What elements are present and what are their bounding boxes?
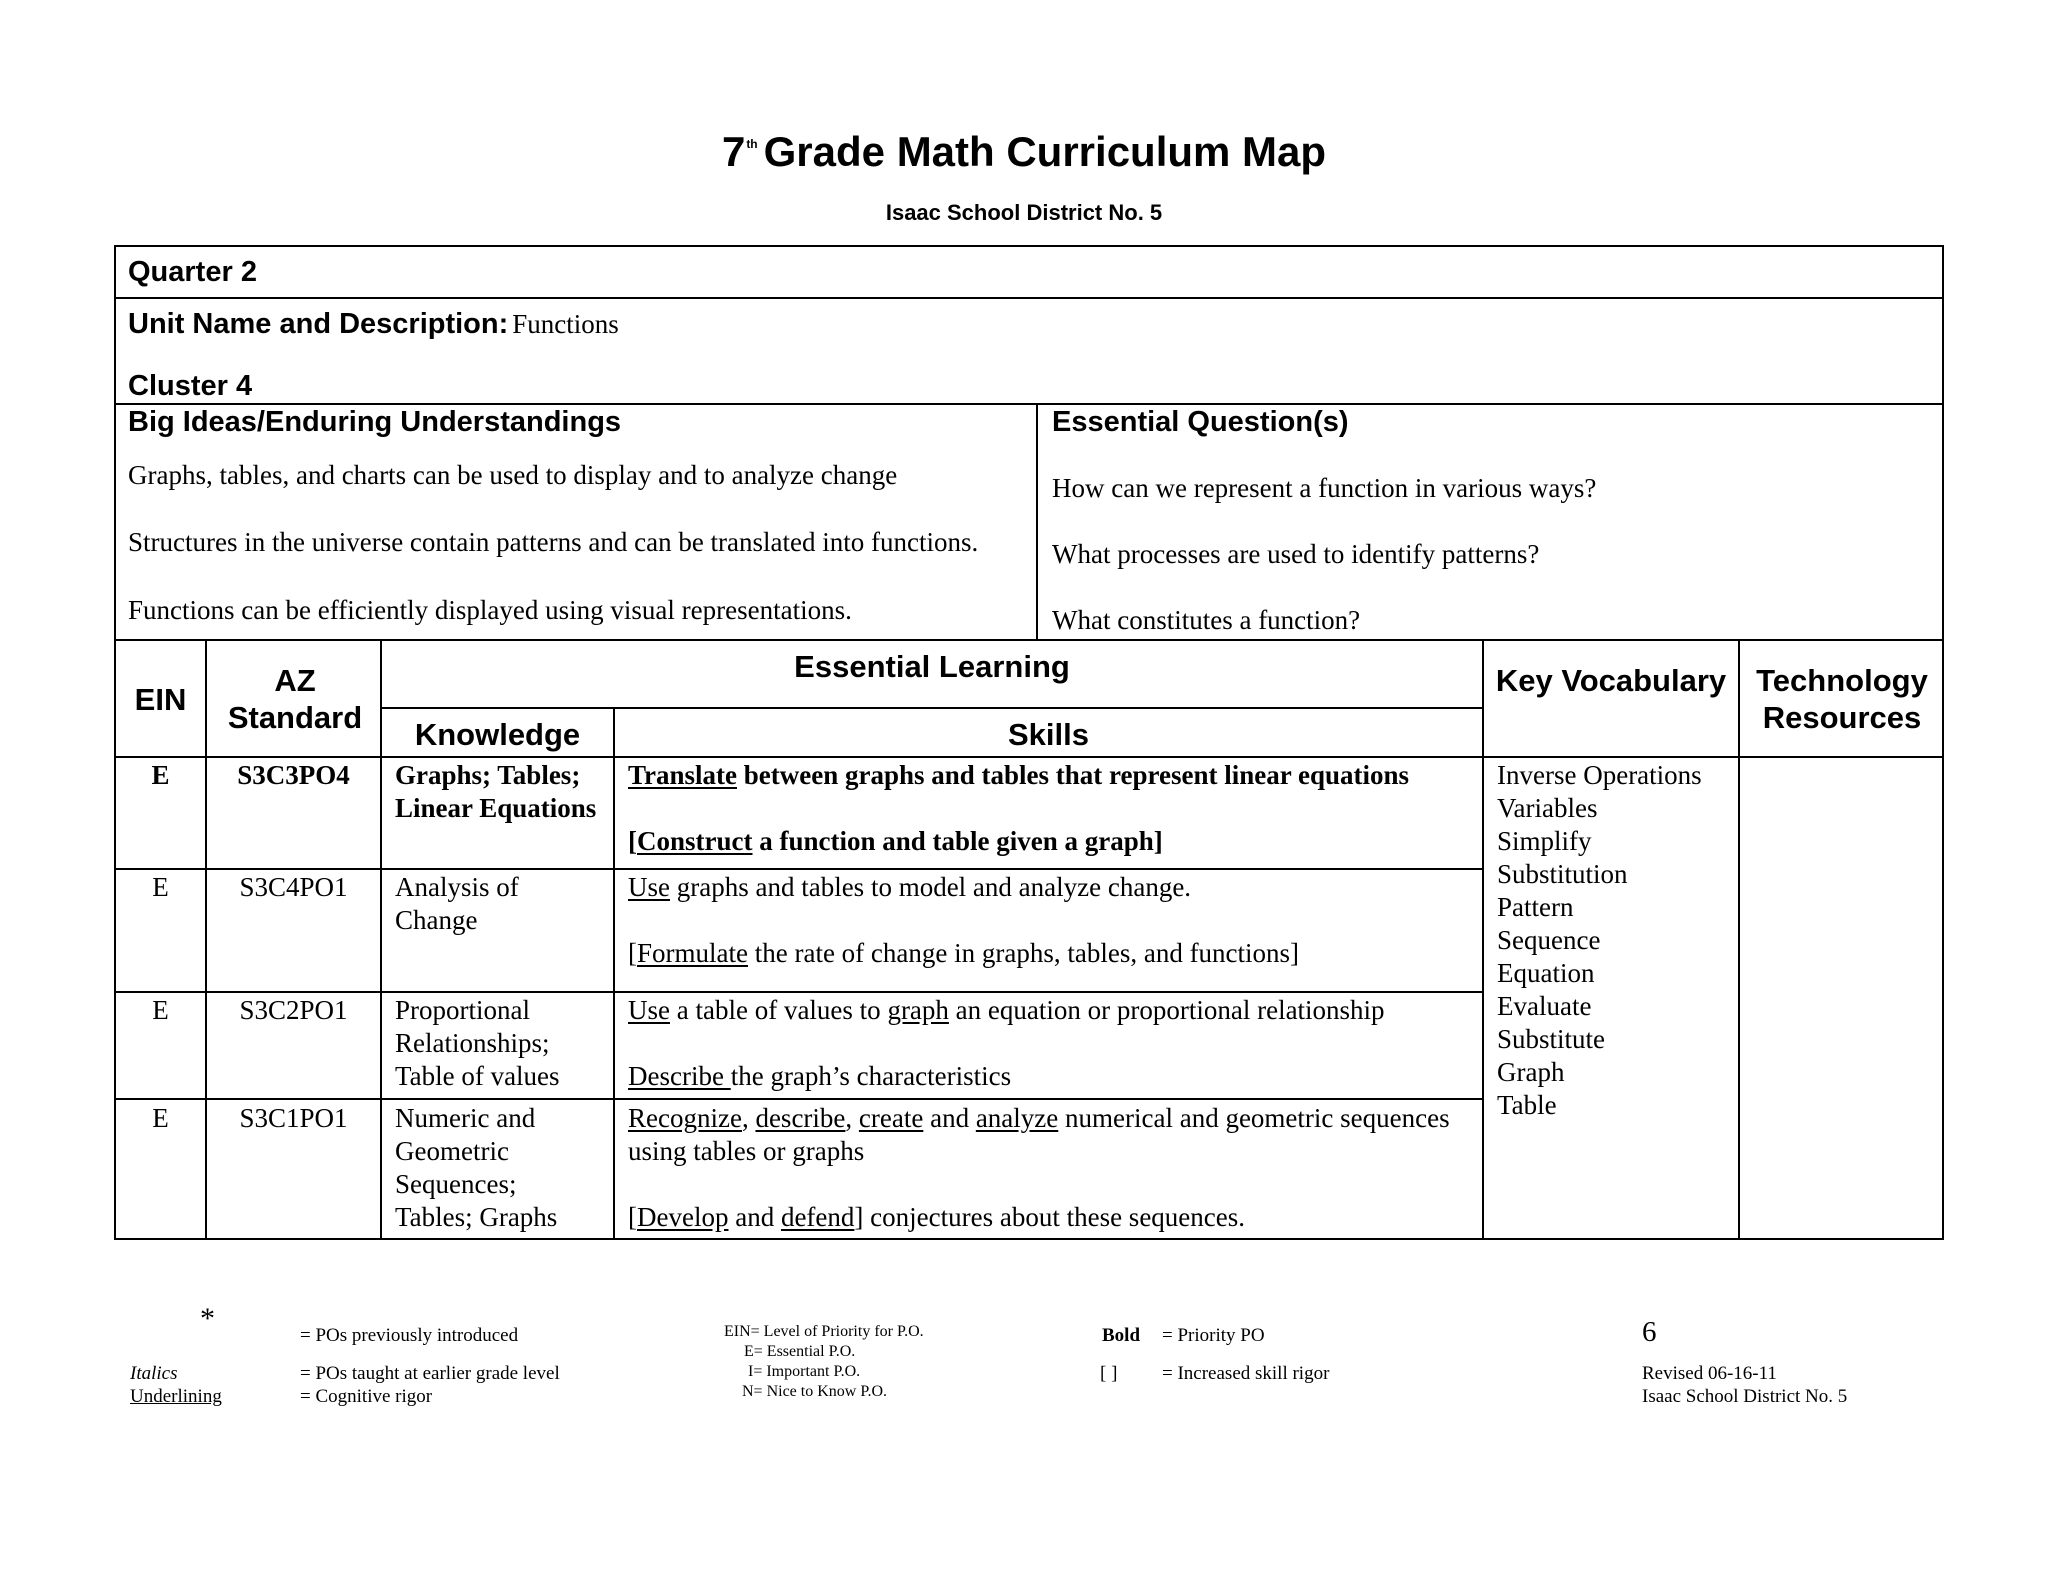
vocab-item: Inverse Operations — [1497, 760, 1702, 790]
big-idea-item: Functions can be efficiently displayed using visual representations. — [128, 595, 852, 625]
legend-bold: Bold — [1102, 1325, 1141, 1346]
legend-brackets-desc: = Increased skill rigor — [1162, 1363, 1330, 1384]
table-row-skill: Translate between graphs and tables that represent linear equations — [628, 760, 1410, 790]
legend-italics: Italics — [130, 1363, 178, 1384]
table-row-standard: S3C2PO1 — [239, 995, 348, 1025]
legend-italics-desc: = POs taught at earlier grade level — [300, 1363, 560, 1384]
essential-questions-heading: Essential Question(s) — [1052, 406, 1349, 438]
divider — [114, 868, 1482, 870]
table-row-knowledge: Numeric and Geometric Sequences; Tables; Graphs — [395, 1103, 558, 1232]
revised-date: Revised 06-16-11 — [1642, 1363, 1777, 1384]
page-number: 6 — [1642, 1316, 1657, 1348]
divider — [380, 707, 1482, 709]
unit-info-box — [114, 245, 1944, 641]
title-text: Grade Math Curriculum Map — [763, 128, 1327, 175]
table-row-skill: [Formulate the rate of change in graphs, tables, and functions] — [628, 938, 1300, 968]
big-idea-item: Structures in the universe contain patterns and can be translated into functions. — [128, 527, 979, 557]
table-row-skill: Describe the graph’s characteristics — [628, 1061, 1012, 1091]
legend-ein-essential: E= Essential P.O. — [744, 1343, 856, 1360]
table-row-standard: S3C4PO1 — [239, 872, 348, 902]
table-row-ein: E — [151, 760, 170, 790]
divider — [205, 639, 207, 1240]
legend-asterisk-desc: = POs previously introduced — [300, 1325, 519, 1346]
vocab-item: Pattern — [1497, 892, 1574, 922]
unit-name-value: Functions — [512, 309, 619, 339]
header-ein: EIN — [134, 682, 187, 717]
legend-asterisk: * — [200, 1302, 215, 1335]
unit-name — [128, 308, 619, 341]
essential-question-item: What processes are used to identify patterns? — [1052, 539, 1540, 569]
title-superscript: th — [746, 137, 758, 151]
table-row-standard: S3C1PO1 — [239, 1103, 348, 1133]
cluster-label: Cluster 4 — [128, 370, 253, 402]
table-row-knowledge: Proportional Relationships; Table of values — [395, 995, 560, 1091]
legend-underlining-desc: = Cognitive rigor — [300, 1386, 433, 1407]
legend-ein-important: I= Important P.O. — [748, 1363, 861, 1380]
key-vocabulary-list — [1497, 759, 1733, 1122]
quarter-label: Quarter 2 — [128, 256, 257, 288]
vocab-item: Substitution — [1497, 859, 1628, 889]
header-key-vocabulary: Key Vocabulary — [1495, 663, 1727, 698]
vocab-item: Graph — [1497, 1057, 1565, 1087]
vocab-item: Variables — [1497, 793, 1598, 823]
divider — [1036, 403, 1038, 641]
header-skills: Skills — [1008, 717, 1089, 752]
title-number: 7 — [721, 128, 746, 175]
table-row-skill: Use a table of values to graph an equation or proportional relationship — [628, 995, 1385, 1025]
divider — [1482, 639, 1484, 1240]
table-row-ein: E — [152, 872, 169, 902]
legend-bold-desc: = Priority PO — [1162, 1325, 1265, 1346]
vocab-item: Sequence — [1497, 925, 1601, 955]
divider — [114, 297, 1944, 299]
header-essential-learning: Essential Learning — [794, 649, 1070, 684]
vocab-item: Substitute — [1497, 1024, 1606, 1054]
table-row-knowledge: Analysis of Change — [395, 872, 519, 935]
vocab-item: Table — [1497, 1090, 1557, 1120]
table-row-ein: E — [152, 1103, 169, 1133]
legend-underlining: Underlining — [130, 1386, 222, 1407]
legend-ein: EIN= Level of Priority for P.O. — [724, 1323, 924, 1340]
unit-name-label: Unit Name and Description: — [128, 308, 509, 340]
big-idea-item: Graphs, tables, and charts can be used to display and to analyze change — [128, 460, 898, 490]
divider — [114, 403, 1944, 405]
big-ideas-heading: Big Ideas/Enduring Understandings — [128, 406, 622, 438]
vocab-item: Equation — [1497, 958, 1595, 988]
table-row-standard: S3C3PO4 — [237, 760, 350, 790]
page-subtitle: Isaac School District No. 5 — [885, 200, 1163, 225]
table-row-ein: E — [152, 995, 169, 1025]
table-row-knowledge: Graphs; Tables; Linear Equations — [395, 760, 597, 823]
divider — [114, 756, 1944, 758]
divider — [114, 1098, 1482, 1100]
table-row-skill: Use graphs and tables to model and analyze change. — [628, 872, 1192, 902]
page-title — [0, 128, 2048, 176]
header-knowledge: Knowledge — [414, 717, 581, 752]
legend-ein-nice: N= Nice to Know P.O. — [742, 1383, 888, 1400]
vocab-item: Evaluate — [1497, 991, 1592, 1021]
divider — [114, 991, 1482, 993]
technology-resources-cell — [1740, 758, 1942, 1238]
vocab-item: Simplify — [1497, 826, 1592, 856]
table-row-skill: [Develop and defend] conjectures about these sequences. — [628, 1202, 1246, 1232]
legend-brackets: [ ] — [1100, 1363, 1118, 1384]
essential-question-item: How can we represent a function in various ways? — [1052, 473, 1597, 503]
header-technology-resources: Technology Resources — [1756, 663, 1928, 735]
footer-district: Isaac School District No. 5 — [1642, 1386, 1848, 1407]
header-az-standard: AZ Standard — [227, 663, 363, 735]
table-row-skill: [Construct a function and table given a graph] — [628, 826, 1163, 856]
table-row-skill: Recognize, describe, create and analyze numerical and geometric sequences using tables or graphs — [628, 1103, 1450, 1166]
essential-question-item: What constitutes a function? — [1052, 605, 1361, 635]
